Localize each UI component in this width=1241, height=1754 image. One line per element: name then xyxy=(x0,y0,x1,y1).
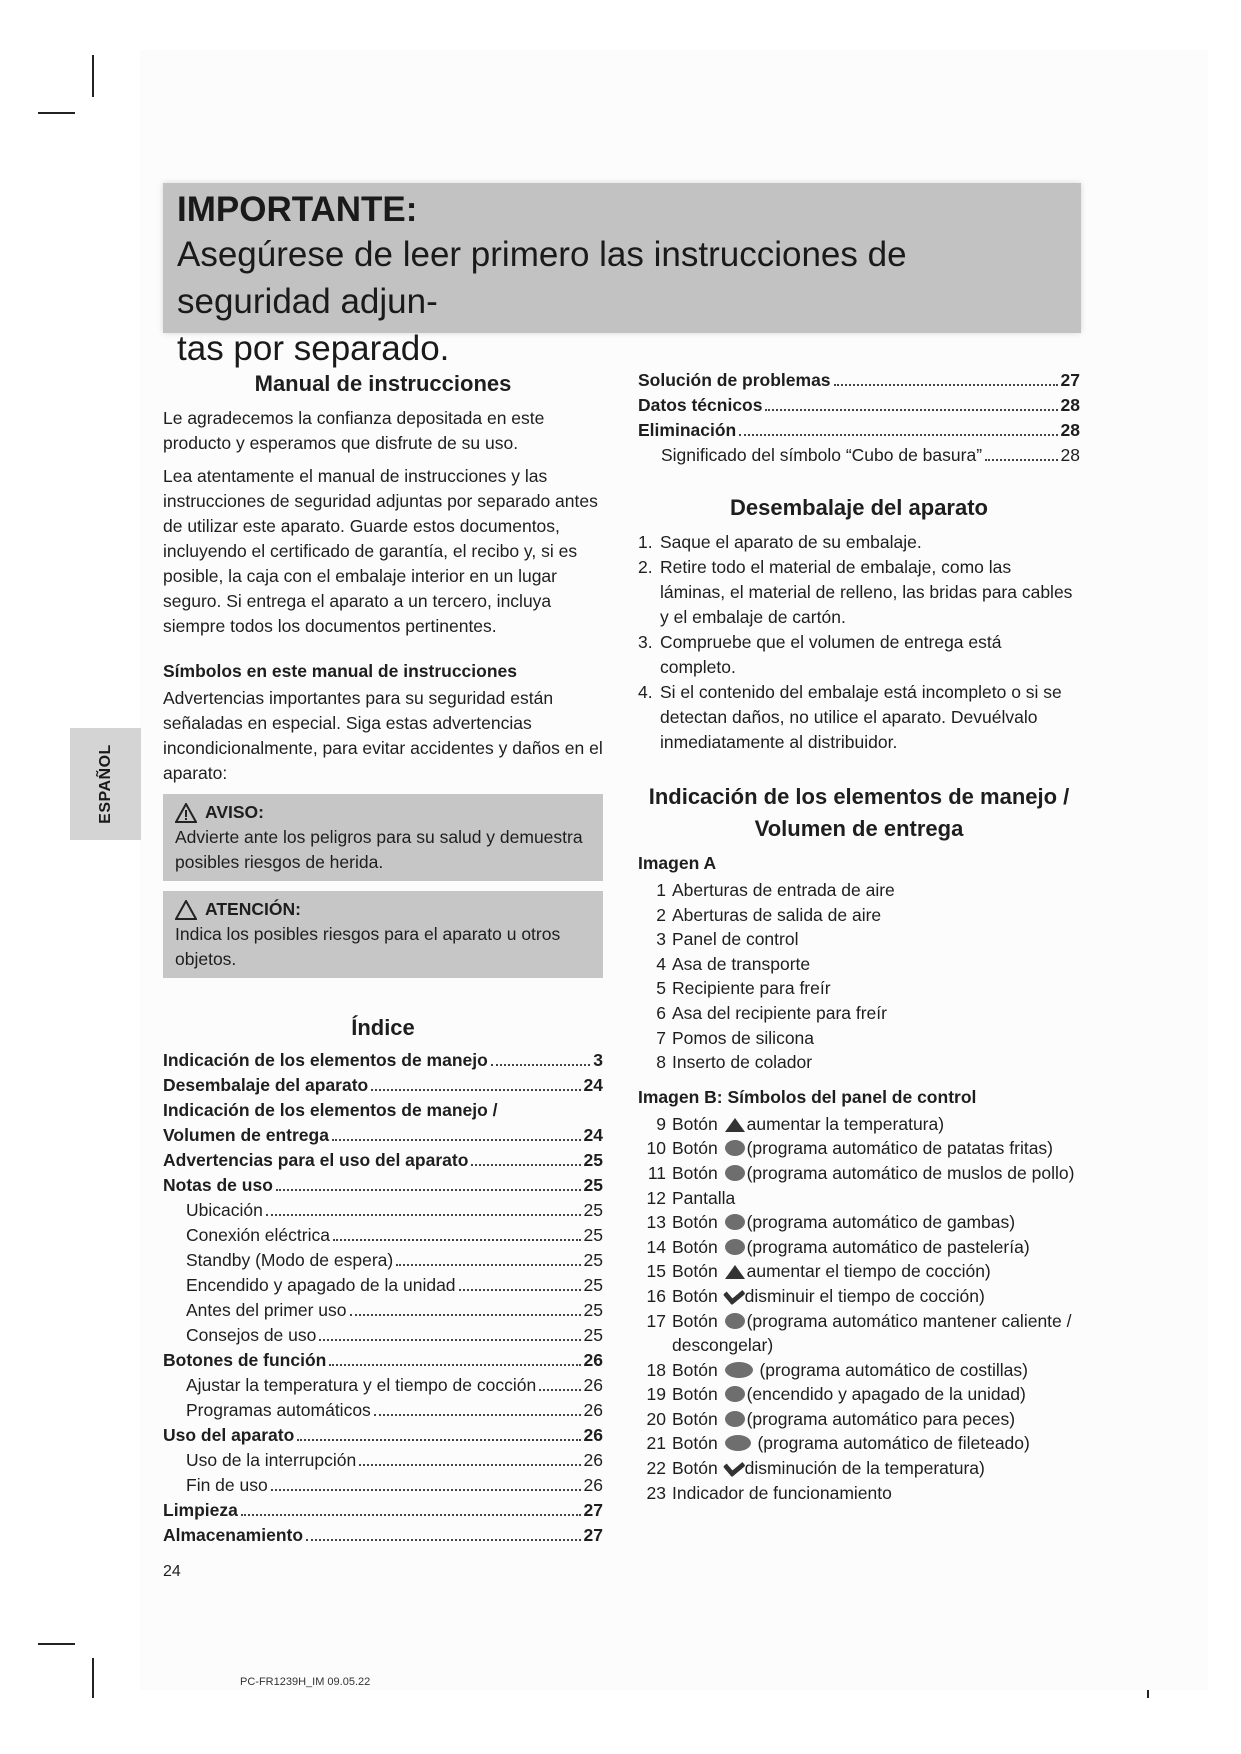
crop-mark xyxy=(92,1658,94,1698)
list-item: 9 Botón aumentar la temperatura) xyxy=(656,1113,945,1134)
chicken-icon xyxy=(725,1165,745,1181)
toc-leader xyxy=(834,384,1058,386)
list-item: 6 Asa del recipiente para freír xyxy=(638,1001,1080,1026)
caution-title-row xyxy=(175,897,591,922)
toc-entry[interactable] xyxy=(638,443,1080,468)
toc-page: 26 xyxy=(583,1400,603,1420)
toc-page: 24 xyxy=(583,1125,603,1145)
intro-paragraph-1: Le agradecemos la confianza depositada en este producto y esperamos que disfrute de su uso. xyxy=(163,408,545,453)
toc-entry[interactable] xyxy=(163,1473,603,1498)
toc-leader xyxy=(739,434,1057,436)
page-number: 24 xyxy=(163,1563,181,1580)
toc-leader xyxy=(319,1339,580,1341)
toc-entry[interactable] xyxy=(163,1173,603,1198)
toc-label: Advertencias para el uso del aparato xyxy=(163,1150,469,1170)
toc-page: 25 xyxy=(583,1175,603,1195)
ribs-icon xyxy=(725,1362,753,1378)
important-banner xyxy=(163,183,1081,368)
elements-title xyxy=(638,781,1080,845)
toc-page: 26 xyxy=(583,1475,603,1495)
list-item: 17 Botón (programa automático mantener caliente / descongelar) xyxy=(646,1310,1072,1356)
manual-title: Manual de instrucciones xyxy=(254,371,512,396)
toc-leader xyxy=(374,1414,581,1416)
toc-entry[interactable] xyxy=(163,1448,603,1473)
toc-label: Consejos de uso xyxy=(186,1325,317,1345)
toc-label: Desembalaje del aparato xyxy=(163,1075,369,1095)
steak-icon xyxy=(725,1435,751,1451)
list-item-text: Pantalla xyxy=(672,1187,736,1208)
crop-mark xyxy=(38,112,75,114)
list-item: 10 Botón (programa automático de patatas fritas) xyxy=(646,1138,1054,1159)
list-item: 1 Aberturas de entrada de aire xyxy=(638,878,1080,903)
list-item: 3. Compruebe que el volumen de entrega está completo. xyxy=(638,630,1080,680)
toc-page: 27 xyxy=(583,1525,603,1545)
list-item-text: Si el contenido del embalaje está incompleto o si se detectan daños, no utilice el aparato. Devuélvalo inmediatamente al distribuidor. xyxy=(660,682,1062,752)
toc-entry[interactable] xyxy=(638,418,1080,443)
up-arrow-icon xyxy=(725,1265,745,1279)
toc-label: Indicación de los elementos de manejo / xyxy=(163,1100,498,1120)
toc-entry[interactable] xyxy=(163,1273,603,1298)
power-icon xyxy=(725,1386,745,1402)
toc-entry[interactable] xyxy=(163,1073,603,1098)
list-item-text: Compruebe que el volumen de entrega está completo. xyxy=(660,632,1002,677)
list-item: 20 Botón (programa automático para peces) xyxy=(646,1408,1016,1429)
toc-entry[interactable] xyxy=(163,1348,603,1373)
toc-label: Standby (Modo de espera) xyxy=(186,1250,394,1270)
list-item-text: (programa automático de fileteado) xyxy=(757,1433,1030,1454)
list-item: 13 Botón (programa automático de gambas) xyxy=(646,1212,1016,1233)
toc-entry[interactable] xyxy=(163,1298,603,1323)
list-item-text: disminución de la temperatura) xyxy=(744,1458,985,1479)
down-check-icon xyxy=(722,1455,745,1477)
toc-label: Significado del símbolo “Cubo de basura” xyxy=(661,445,983,465)
toc-page: 26 xyxy=(583,1375,603,1395)
fish-icon xyxy=(725,1411,745,1427)
image-b-list xyxy=(638,1112,1080,1506)
crop-mark xyxy=(38,1643,75,1645)
toc-page: 28 xyxy=(1060,395,1080,415)
toc-page: 25 xyxy=(583,1200,603,1220)
caution-title: ATENCIÓN: xyxy=(205,899,301,919)
list-item-text: (programa automático de pastelería) xyxy=(746,1236,1030,1257)
toc-entry[interactable] xyxy=(163,1198,603,1223)
list-item: 16 Botón disminuir el tiempo de cocción) xyxy=(638,1284,1080,1309)
toc-page: 27 xyxy=(583,1500,603,1520)
list-item-text: Asa de transporte xyxy=(672,953,811,974)
snowflake-icon xyxy=(725,1313,745,1329)
warning-text: Advierte ante los peligros para su salud y demuestra posibles riesgos de herida. xyxy=(175,827,583,872)
toc-leader xyxy=(266,1214,581,1216)
list-item: 3 Panel de control xyxy=(638,927,1080,952)
toc-leader xyxy=(471,1164,580,1166)
list-item-text: (programa automático de patatas fritas) xyxy=(746,1138,1054,1159)
toc-entry[interactable] xyxy=(163,1498,603,1523)
list-item: 14 Botón (programa automático de pastelería) xyxy=(646,1236,1030,1257)
list-item-text: (programa automático mantener caliente / descongelar) xyxy=(672,1310,1072,1356)
list-item: 7 Pomos de silicona xyxy=(638,1026,1080,1051)
symbols-text: Advertencias importantes para su seguridad están señaladas en especial. Siga estas advertencias incondicionalmente, para evitar accidentes y daños en el aparato: xyxy=(163,688,603,783)
down-check-icon xyxy=(722,1283,745,1305)
list-item: 8 Inserto de colador xyxy=(638,1050,1080,1075)
list-item-text: Aberturas de entrada de aire xyxy=(672,880,895,900)
toc-page: 26 xyxy=(583,1450,603,1470)
elements-title-line-2: Volumen de entrega xyxy=(754,816,964,841)
toc-page: 25 xyxy=(583,1150,603,1170)
toc-label: Ubicación xyxy=(186,1200,263,1220)
toc-leader xyxy=(539,1389,580,1391)
symbols-heading: Símbolos en este manual de instrucciones xyxy=(163,661,517,681)
toc-entry[interactable] xyxy=(163,1423,603,1448)
caution-triangle-icon xyxy=(175,900,197,920)
list-item-text: (programa automático para peces) xyxy=(746,1408,1016,1429)
list-item-text: Inserto de colador xyxy=(672,1052,813,1073)
unpack-steps xyxy=(638,530,1080,755)
image-a-list xyxy=(638,878,1080,1075)
toc-entry[interactable] xyxy=(638,368,1080,393)
toc-label: Datos técnicos xyxy=(638,395,763,415)
toc-entry[interactable] xyxy=(163,1123,603,1148)
toc-leader xyxy=(371,1089,580,1091)
toc-page: 3 xyxy=(593,1050,603,1070)
caution-box xyxy=(163,891,603,978)
toc-label: Solución de problemas xyxy=(638,370,831,390)
toc-leader xyxy=(396,1264,580,1266)
toc-leader xyxy=(297,1439,580,1441)
list-item: 2 Aberturas de salida de aire xyxy=(638,903,1080,928)
list-item-text: Asa del recipiente para freír xyxy=(672,1002,887,1023)
toc-label: Indicación de los elementos de manejo xyxy=(163,1050,488,1070)
toc-leader xyxy=(333,1239,581,1241)
list-item: 22 Botón disminución de la temperatura) xyxy=(638,1456,1080,1481)
language-tab-label: ESPAÑOL xyxy=(96,744,114,824)
list-item-text: Retire todo el material de embalaje, como las láminas, el material de relleno, las bridas para cables y el embalaje de cartón. xyxy=(660,557,1073,627)
list-item-text: (programa automático de costillas) xyxy=(759,1359,1028,1380)
toc-label: Eliminación xyxy=(638,420,737,440)
toc-label: Notas de uso xyxy=(163,1175,273,1195)
toc-label: Uso de la interrupción xyxy=(186,1450,357,1470)
list-item: 21 Botón (programa automático de fileteado) xyxy=(646,1433,1030,1454)
toc-entry[interactable] xyxy=(163,1523,603,1548)
fries-icon xyxy=(725,1140,745,1156)
list-item-text: Pomos de silicona xyxy=(672,1027,815,1048)
list-item: 12 Pantalla xyxy=(638,1186,1080,1211)
list-item-text: Recipiente para freír xyxy=(672,978,831,999)
toc-page: 26 xyxy=(583,1425,603,1445)
toc-leader xyxy=(306,1539,580,1541)
toc-page: 25 xyxy=(583,1275,603,1295)
toc-label: Conexión eléctrica xyxy=(186,1225,330,1245)
toc-page: 28 xyxy=(1060,445,1080,465)
toc-page: 25 xyxy=(583,1325,603,1345)
right-column xyxy=(638,368,1080,1505)
intro-paragraph-2: Lea atentamente el manual de instrucciones y las instrucciones de seguridad adjuntas por separado antes de utilizar este aparato. Guarde estos documentos, incluyendo el certificado de garantía, el recibo y, si es posible, la caja con el embalaje interior en un lugar seguro. Si entrega el aparato a un tercero, incluya siempre todos los documentos pertinentes. xyxy=(163,466,598,636)
elements-title-line-1: Indicación de los elementos de manejo / xyxy=(648,784,1070,809)
list-item: 11 Botón (programa automático de muslos de pollo) xyxy=(647,1162,1075,1183)
caution-text: Indica los posibles riesgos para el aparato u otros objetos. xyxy=(175,924,561,969)
list-item-text: Saque el aparato de su embalaje. xyxy=(660,532,922,552)
toc-page: 25 xyxy=(583,1300,603,1320)
toc-label: Botones de función xyxy=(163,1350,327,1370)
crop-mark xyxy=(92,55,94,97)
toc-entry[interactable] xyxy=(163,1323,603,1348)
list-item-text: disminuir el tiempo de cocción) xyxy=(744,1285,985,1306)
shrimp-icon xyxy=(725,1214,745,1230)
toc-label: Limpieza xyxy=(163,1500,238,1520)
banner-line-1: Asegúrese de leer primero las instrucciones de seguridad adjun- xyxy=(177,235,907,321)
toc-entry[interactable] xyxy=(163,1223,603,1248)
toc-entry[interactable] xyxy=(163,1373,603,1398)
image-b-heading: Imagen B: Símbolos del panel de control xyxy=(638,1086,977,1107)
toc-leader xyxy=(491,1064,590,1066)
table-of-contents xyxy=(163,1048,603,1548)
list-item: 4 Asa de transporte xyxy=(638,952,1080,977)
list-item-text: Panel de control xyxy=(672,929,799,950)
list-item-text: (programa automático de muslos de pollo) xyxy=(746,1162,1075,1183)
banner-title: IMPORTANTE: xyxy=(177,190,418,229)
list-item: 23 Indicador de funcionamiento xyxy=(638,1481,1080,1506)
up-arrow-icon xyxy=(725,1118,745,1132)
toc-leader xyxy=(985,459,1058,461)
toc-label: Encendido y apagado de la unidad xyxy=(186,1275,456,1295)
warning-box xyxy=(163,794,603,881)
index-title: Índice xyxy=(351,1015,415,1040)
list-item-text: (encendido y apagado de la unidad) xyxy=(746,1384,1026,1405)
warning-triangle-icon xyxy=(175,803,197,823)
toc-entry[interactable] xyxy=(638,393,1080,418)
toc-leader xyxy=(359,1464,580,1466)
list-item: 1. Saque el aparato de su embalaje. xyxy=(638,530,1080,555)
list-item-text: Aberturas de salida de aire xyxy=(672,904,882,925)
toc-leader xyxy=(241,1514,581,1516)
toc-page: 28 xyxy=(1060,420,1080,440)
toc-label: Fin de uso xyxy=(186,1475,268,1495)
table-of-contents-continued xyxy=(638,368,1080,468)
list-item: 4. Si el contenido del embalaje está incompleto o si se detectan daños, no utilice el aparato. Devuélvalo inmediatamente al distribuidor. xyxy=(638,680,1080,755)
left-column xyxy=(163,368,603,1548)
list-item-text: aumentar el tiempo de cocción) xyxy=(746,1261,991,1282)
toc-entry[interactable] xyxy=(163,1048,603,1073)
toc-page: 27 xyxy=(1060,370,1080,390)
toc-page: 25 xyxy=(583,1225,603,1245)
cake-icon xyxy=(725,1239,745,1255)
toc-leader xyxy=(459,1289,581,1291)
toc-label: Programas automáticos xyxy=(186,1400,371,1420)
toc-leader xyxy=(765,409,1057,411)
toc-label: Uso del aparato xyxy=(163,1425,295,1445)
toc-label: Ajustar la temperatura y el tiempo de cocción xyxy=(186,1375,537,1395)
toc-leader xyxy=(271,1489,581,1491)
list-item-text: Indicador de funcionamiento xyxy=(672,1482,892,1503)
list-item-text: (programa automático de gambas) xyxy=(746,1212,1016,1233)
toc-entry[interactable] xyxy=(163,1098,603,1123)
toc-entry[interactable] xyxy=(163,1148,603,1173)
list-item: 5 Recipiente para freír xyxy=(638,976,1080,1001)
banner-line-2: tas por separado. xyxy=(177,329,450,368)
toc-page: 26 xyxy=(583,1350,603,1370)
toc-label: Antes del primer uso xyxy=(186,1300,347,1320)
toc-page: 24 xyxy=(583,1075,603,1095)
image-a-heading: Imagen A xyxy=(638,853,717,873)
unpack-title: Desembalaje del aparato xyxy=(729,495,988,520)
list-item-text: aumentar la temperatura) xyxy=(746,1113,945,1134)
warning-title-row xyxy=(175,800,591,825)
toc-label: Almacenamiento xyxy=(163,1525,304,1545)
toc-entry[interactable] xyxy=(163,1248,603,1273)
toc-leader xyxy=(329,1364,580,1366)
language-tab xyxy=(70,728,141,840)
list-item: 15 Botón aumentar el tiempo de cocción) xyxy=(646,1261,991,1282)
toc-leader xyxy=(332,1139,581,1141)
toc-entry[interactable] xyxy=(163,1398,603,1423)
toc-label: Volumen de entrega xyxy=(163,1125,329,1145)
toc-leader xyxy=(276,1189,581,1191)
list-item: 2. Retire todo el material de embalaje, como las láminas, el material de relleno, las bridas para cables y el embalaje de cartón. xyxy=(638,555,1080,630)
warning-title: AVISO: xyxy=(205,802,264,822)
footer-code: PC-FR1239H_IM 09.05.22 xyxy=(240,1676,371,1688)
toc-page: 25 xyxy=(583,1250,603,1270)
list-item: 19 Botón (encendido y apagado de la unidad) xyxy=(646,1384,1026,1405)
toc-leader xyxy=(350,1314,581,1316)
list-item: 18 Botón (programa automático de costillas) xyxy=(646,1359,1028,1380)
